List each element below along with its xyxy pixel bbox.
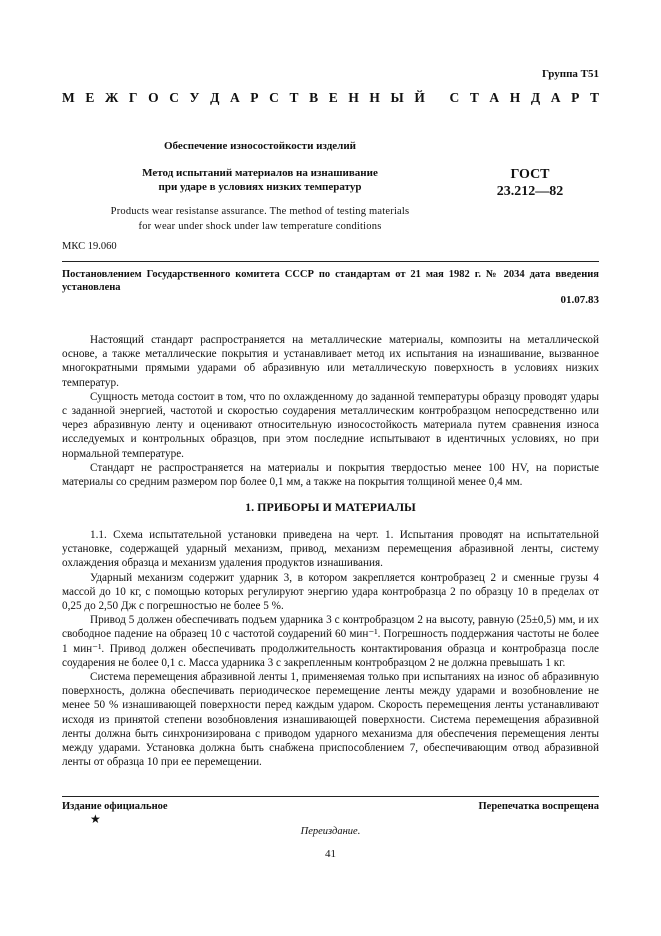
banner-letter: Р <box>250 90 259 105</box>
reissue-note: Переиздание. <box>300 826 361 837</box>
banner-letter: Т <box>589 90 599 105</box>
banner-letter: Й <box>414 90 425 105</box>
banner-letter: С <box>169 90 179 105</box>
banner-letter: Р <box>571 90 580 105</box>
gost-label: ГОСТ <box>510 167 550 182</box>
banner-letter: Н <box>369 90 380 105</box>
document-title <box>60 166 460 194</box>
banner-letter: Е <box>85 90 95 105</box>
title-line-1: Метод испытаний материалов на изнашивание <box>142 167 378 179</box>
banner-letter: А <box>550 90 561 105</box>
banner-letter: Д <box>210 90 220 105</box>
title-line-2: при ударе в условиях низких температур <box>158 181 362 193</box>
english-title-line-1: Products wear resistanse assurance. The method of testing materials <box>110 206 410 217</box>
banner-letter: Д <box>530 90 541 105</box>
gost-designation <box>480 166 580 200</box>
document-subject: Обеспечение износостойкости изделий <box>163 140 357 152</box>
reprint-prohibited-label: Перепечатка воспрещена <box>478 801 599 812</box>
star-icon: ★ <box>90 812 101 826</box>
interstate-standard-banner <box>62 90 599 106</box>
banner-letter: А <box>489 90 500 105</box>
divider-top <box>62 261 599 262</box>
decree-text: Постановлением Государственного комитета СССР по стандартам от 21 мая 1982 г. № 2034 дата введения установлена <box>62 269 599 293</box>
section-1-paragraph-2: Ударный механизм содержит ударник 3, в котором закрепляется контробразец 2 и сменные грузы 4 массой до 10 кг, с помощью которых регулируют энергию удара контробразца 2 по образцу 10 в пределах от 0,25 до 2,50 Дж с погрешностью не более 5 %. <box>62 571 599 613</box>
banner-letter: Т <box>289 90 299 105</box>
banner-letter: У <box>189 90 200 105</box>
section-1-heading: 1. ПРИБОРЫ И МАТЕРИАЛЫ <box>245 500 416 514</box>
banner-letter: Г <box>128 90 138 105</box>
gost-number: 23.212—82 <box>496 184 564 199</box>
intro-paragraph-2: Сущность метода состоит в том, что по охлажденному до заданной температуры образцу проводят удары с заданной энергией, частотой и скоростью соударения металлическим контробразцом непосредственно или через абразивную ленту и оценивают относительную износостойкость материала путем сравнения износа исследуемых и контрольных образцов, при этом последние испытывают в идентичных условиях, но при нормальной температуре. <box>62 390 599 460</box>
banner-letter: С <box>449 90 460 105</box>
intro-section <box>62 333 599 489</box>
banner-letter: Ы <box>390 90 404 105</box>
banner-letter: Е <box>328 90 338 105</box>
section-1-paragraph-3: Привод 5 должен обеспечивать подъем ударника 3 с контробразцом 2 на высоту, равную (25±0,5) мм, и их свободное падение на образец 10 с частотой соударений 60 мин⁻¹. Погрешность поддержания частоты не более 1 мин⁻¹. Привод должен обеспечивать продолжительность контактирования образца и контробразца после соударения не более 0,1 с. Масса ударника 3 с закрепленным контробразцом 2 не должна превышать 1 кг. <box>62 614 599 669</box>
section-1-paragraph-4: Система перемещения абразивной ленты 1, применяемая только при испытаниях на износ об абразивную поверхность, должна обеспечивать периодическое перемещение ленты между ударами и возобновление не менее 50 % изнашивающей поверхности перед каждым ударом. Скорость перемещения ленты устанавливают исходя из принятой степени возобновления изнашивающей поверхности. Система перемещения абразивной ленты должна быть синхронизирована с приводом ударного механизма для обеспечения перемещения ленты между ударами. Установка должна быть снабжена приспособлением 7, обеспечивающим отвод абразивной ленты от образца 10 при ее перемещении. <box>62 671 599 769</box>
banner-letter: С <box>269 90 279 105</box>
section-1-paragraph-1: 1.1. Схема испытательной установки приведена на черт. 1. Испытания проводят на испытательной установке, содержащей ударный механизм, привод, механизм перемещения абразивной ленты, систему охлаждения образца и механизм удаления продуктов изнашивания. <box>62 529 599 570</box>
mks-code: МКС 19.060 <box>62 241 117 252</box>
banner-letter <box>436 90 439 106</box>
page-number: 41 <box>325 848 336 860</box>
banner-letter: Т <box>469 90 479 105</box>
introduction-date: 01.07.83 <box>560 294 599 306</box>
official-edition-label: Издание официальное <box>62 801 168 812</box>
banner-letter: Ж <box>104 90 119 105</box>
section-1-body <box>62 528 599 769</box>
banner-letter: Н <box>509 90 521 105</box>
intro-paragraph-3: Стандарт не распространяется на материалы и покрытия твердостью менее 100 HV, на пористые материалы со средним размером пор более 0,1 мм, а также на покрытия толщиной менее 0,4 мм. <box>62 461 599 489</box>
banner-letter: А <box>229 90 240 105</box>
banner-letter: О <box>148 90 159 105</box>
english-title <box>60 204 460 234</box>
divider-bottom <box>62 796 599 797</box>
intro-paragraph-1: Настоящий стандарт распространяется на металлические материалы, композиты на металлической основе, а также металлические покрытия и устанавливает метод их испытания на изнашивание, вызванное многократными прямыми ударами об абразивную или металлическую поверхность в условиях низких температур. <box>62 334 599 389</box>
group-code: Группа Т51 <box>541 68 599 80</box>
banner-letter: М <box>62 90 75 105</box>
english-title-line-2: for wear under shock under law temperature conditions <box>138 221 382 232</box>
banner-letter: Н <box>348 90 359 105</box>
banner-letter: В <box>309 90 319 105</box>
